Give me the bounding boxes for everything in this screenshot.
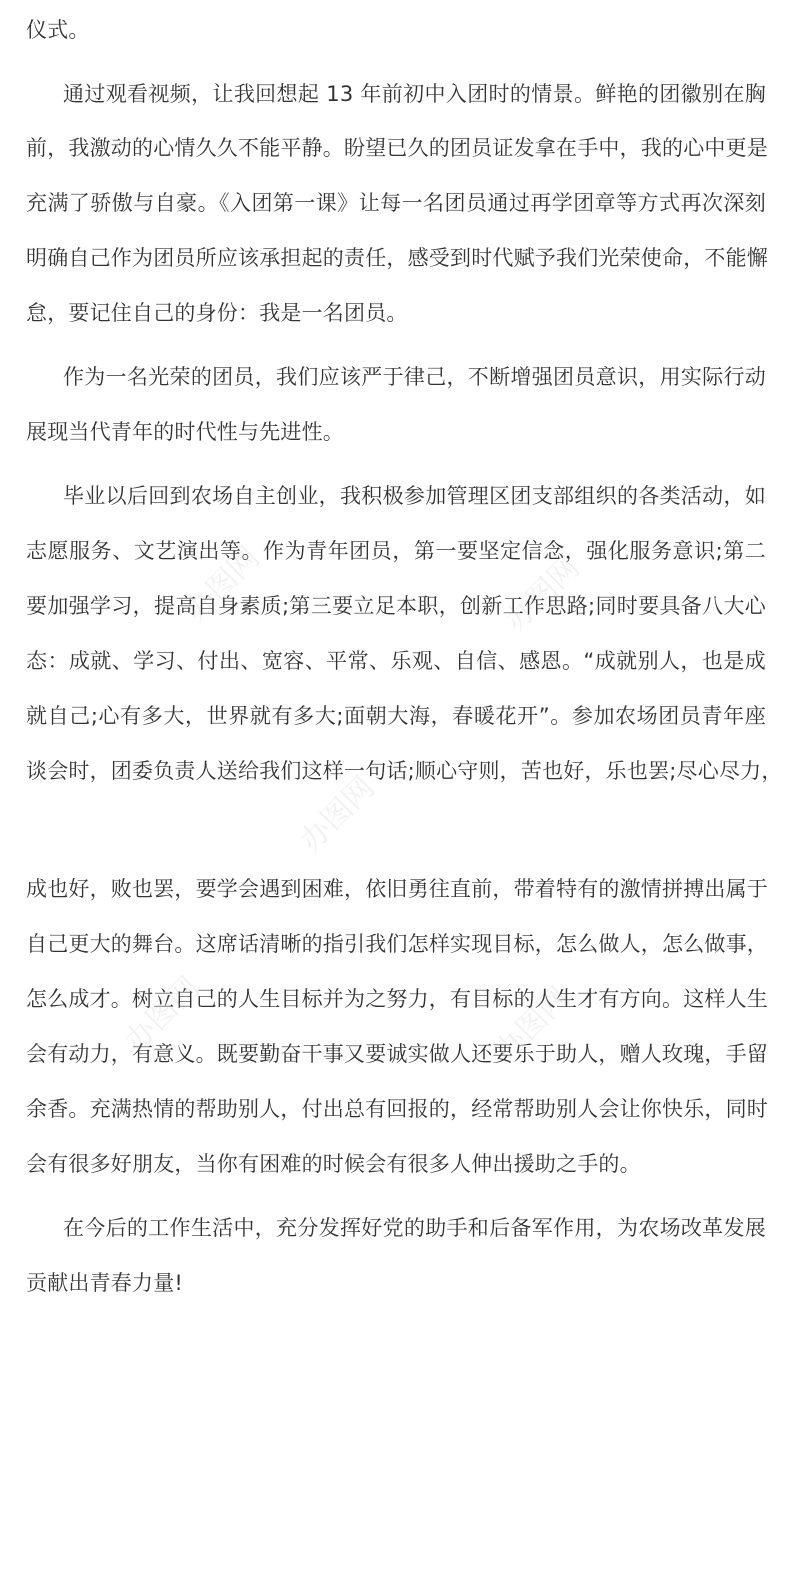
text-line: 会有很多好朋友，当你有困难的时候会有很多人伸出援助之手的。 [26, 1152, 641, 1176]
watermark: 办图网 [498, 550, 587, 639]
watermark: 办图网 [293, 770, 382, 859]
paragraph-first-line: 在今后的工作生活中，充分发挥好党的助手和后备军作用，为农场改革发展 [63, 1216, 766, 1240]
text-line: 展现当代青年的时代性与先进性。 [26, 420, 344, 444]
text-line: 成也好，败也罢，要学会遇到困难，依旧勇往直前，带着特有的激情拼搏出属于 [26, 877, 768, 901]
text-line: 仪式。 [26, 18, 90, 42]
text-line: 怎么成才。树立自己的人生目标并为之努力，有目标的人生才有方向。这样人生 [26, 987, 768, 1011]
text-line: 志愿服务、文艺演出等。作为青年团员，第一要坚定信念，强化服务意识;第二 [26, 539, 766, 563]
paragraph-first-line: 作为一名光荣的团员，我们应该严于律己，不断增强团员意识，用实际行动 [63, 365, 766, 389]
watermark: 办图网 [118, 970, 207, 1059]
text-line: 前，我激动的心情久久不能平静。盼望已久的团员证发拿在手中，我的心中更是 [26, 136, 768, 160]
text-line: 要加强学习，提高自身素质;第三要立足本职，创新工作思路;同时要具备八大心 [26, 594, 766, 618]
text-line: 充满了骄傲与自豪。《入团第一课》让每一名团员通过再学团章等方式再次深刻 [26, 191, 766, 215]
paragraph-first-line: 毕业以后回到农场自主创业，我积极参加管理区团支部组织的各类活动，如 [63, 484, 766, 508]
text-line: 贡献出青春力量! [26, 1271, 184, 1295]
text-line: 余香。充满热情的帮助别人，付出总有回报的，经常帮助别人会让你快乐，同时 [26, 1097, 768, 1121]
watermark: 办图网 [488, 980, 577, 1069]
text-line: 谈会时，团委负责人送给我们这样一句话;顺心守则，苦也好，乐也罢;尽心尽力， [26, 759, 783, 783]
text-line: 明确自己作为团员所应该承担起的责任，感受到时代赋予我们光荣使命，不能懈 [26, 246, 768, 270]
watermark: 办图网 [178, 540, 267, 629]
text-line: 就自己;心有多大，世界就有多大;面朝大海，春暖花开”。参加农场团员青年座 [26, 704, 766, 728]
text-line: 怠，要记住自己的身份：我是一名团员。 [26, 301, 408, 325]
text-line: 自己更大的舞台。这席话清晰的指引我们怎样实现目标，怎么做人，怎么做事， [26, 932, 768, 956]
text-line: 态：成就、学习、付出、宽容、平常、乐观、自信、感恩。“成就别人，也是成 [26, 649, 766, 673]
text-line: 会有动力，有意义。既要勤奋干事又要诚实做人还要乐于助人，赠人玫瑰，手留 [26, 1042, 768, 1066]
paragraph-first-line: 通过观看视频，让我回想起 13 年前初中入团时的情景。鲜艳的团徽别在胸 [63, 82, 766, 106]
